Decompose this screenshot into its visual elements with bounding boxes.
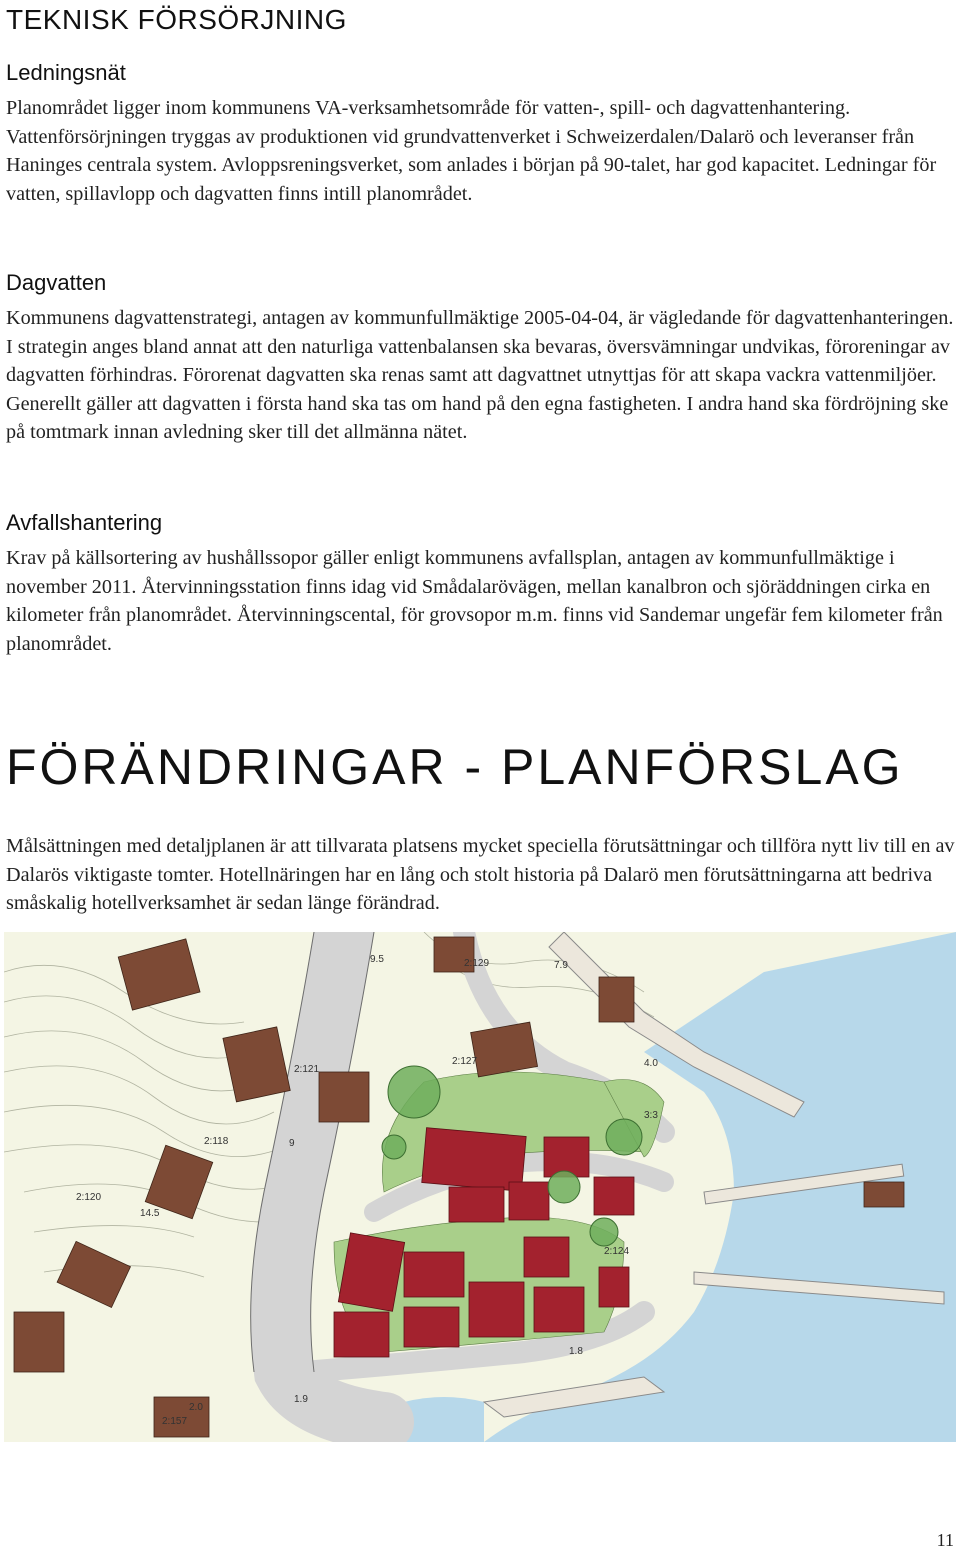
paragraph-dagvatten: Kommunens dagvattenstrategi, antagen av kommunfullmäktige 2005-04-04, är vägledande för dagvattenhanteringen. I strategin anges bland annat att den naturliga vattenbalansen ska bevaras, översvämningar undvikas, föroreningar av dagvatten förhindras. Förorenat dagvatten ska renas samt att dagvattnet utnyttjas för att skapa vackra vattenmiljöer. Generellt gäller att dagvatten i första hand ska tas om hand på den egna fastigheten. I andra hand ska fördröjning ske på tomtmark innan avledning sker till det allmänna nätet. xyxy=(6,307,954,444)
map-label: 2:127 xyxy=(452,1056,478,1067)
section-title-teknisk-forsorjning: TEKNISK FÖRSÖRJNING xyxy=(6,4,347,35)
map-label: 1.9 xyxy=(294,1394,308,1405)
paragraph-ledningsnat: Planområdet ligger inom kommunens VA-verksamhetsområde för vatten-, spill- och dagvattenhantering. Vattenförsörjningen tryggas av produktionen vid grundvattenverket i Schweizerdalen/Dalarö och leveranser från Haninges centrala system. Avloppsreningsverket, som anlades i början på 90-talet, har god kapacitet. Ledningar för vatten, spillavlopp och dagvatten finns intill planområdet. xyxy=(6,97,937,205)
map-label: 2:157 xyxy=(162,1416,188,1427)
map-label: 3:3 xyxy=(644,1110,658,1121)
map-label: 2:124 xyxy=(604,1246,630,1257)
map-label: 9 xyxy=(289,1138,295,1149)
map-label: 2:120 xyxy=(76,1192,102,1203)
paragraph-planforslag: Målsättningen med detaljplanen är att tillvarata platsens mycket speciella förutsättningar och tillföra nytt liv till en av Dalarös viktigaste tomter. Hotellnäringen har en lång och stolt historia på Dalarö men förutsättningarna att bedriva småskalig hotellverksamhet är sedan länge förändrad. xyxy=(6,835,955,915)
map-label: 2:118 xyxy=(204,1136,229,1147)
heading-avfallshantering: Avfallshantering xyxy=(6,510,163,535)
page-number: 11 xyxy=(936,1530,954,1550)
map-label: 9.5 xyxy=(370,954,384,965)
map-label: 1.8 xyxy=(569,1346,583,1357)
map-label: 2:129 xyxy=(464,958,490,969)
heading-dagvatten: Dagvatten xyxy=(6,270,107,295)
site-plan-map xyxy=(4,932,956,1442)
map-label: 7.9 xyxy=(554,960,568,971)
map-label: 4.0 xyxy=(644,1058,658,1069)
heading-ledningsnat: Ledningsnät xyxy=(6,60,126,85)
map-label: 2.0 xyxy=(189,1402,203,1413)
section-title-forandringar-planforslag: FÖRÄNDRINGAR - PLANFÖRSLAG xyxy=(6,739,904,795)
map-label: 14.5 xyxy=(140,1208,160,1219)
map-label: 2:121 xyxy=(294,1064,320,1075)
paragraph-avfallshantering: Krav på källsortering av hushållssopor gäller enligt kommunens avfallsplan, antagen av kommunfullmäktige i november 2011. Återvinningsstation finns idag vid Smådalarövägen, mellan kanalbron och sjöräddningen cirka en kilometer från planområdet. Återvinningscental, för grovsopor m.m. finns vid Sandemar ungefär fem kilometer från planområdet. xyxy=(6,547,943,655)
